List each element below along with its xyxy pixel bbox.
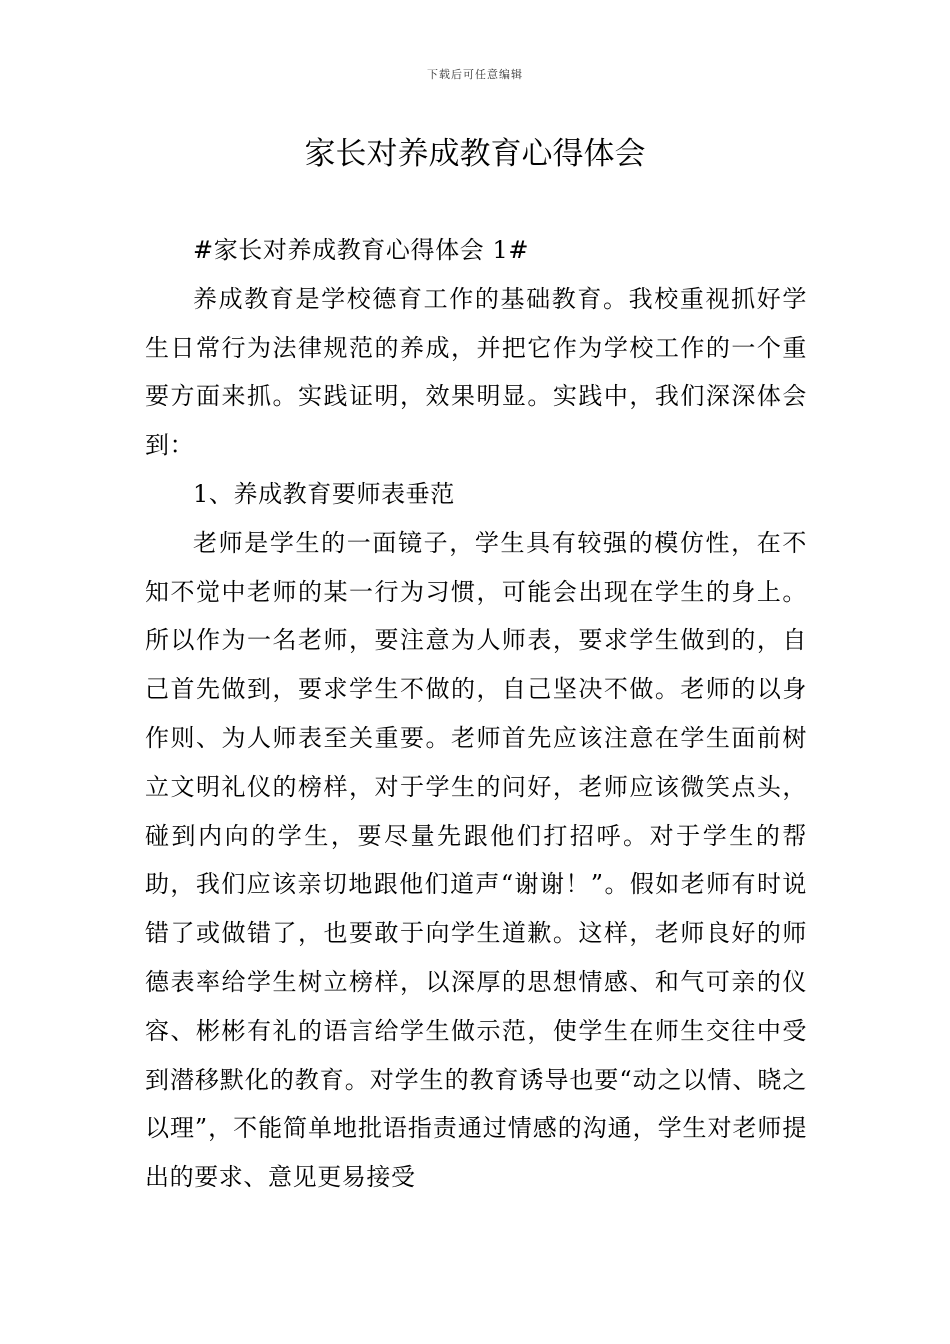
subsection-heading: 1、养成教育要师表垂范: [193, 479, 455, 508]
header-note: 下载后可任意编辑: [427, 68, 523, 81]
section-heading: #家长对养成教育心得体会 1#: [193, 236, 530, 264]
paragraph-intro: 养成教育是学校德育工作的基础教育。我校重视抓好学生日常行为法律规范的养成，并把它作为学校工作的一个重要方面来抓。实践证明，效果明显。实践中，我们深深体会到：: [145, 284, 807, 460]
paragraph-teacher-example: 老师是学生的一面镜子，学生具有较强的模仿性，在不知不觉中老师的某一行为习惯，可能会出现在学生的身上。所以作为一名老师，要注意为人师表，要求学生做到的，自己首先做到，要求学生不做的，自己坚决不做。老师的以身作则、为人师表至关重要。老师首先应该注意在学生面前树立文明礼仪的榜样，对于学生的问好，老师应该微笑点头，碰到内向的学生，要尽量先跟他们打招呼。对于学生的帮助，我们应该亲切地跟他们道声“谢谢！”。假如老师有时说错了或做错了，也要敢于向学生道歉。这样，老师良好的师德表率给学生树立榜样，以深厚的思想情感、和气可亲的仪容、彬彬有礼的语言给学生做示范，使学生在师生交往中受到潜移默化的教育。对学生的教育诱导也要“动之以情、晓之以理”，不能简单地批语指责通过情感的沟通，学生对老师提出的要求、意见更易接受: [145, 528, 807, 1192]
document-body: [145, 226, 807, 1202]
document-title: 家长对养成教育心得体会: [304, 136, 646, 172]
